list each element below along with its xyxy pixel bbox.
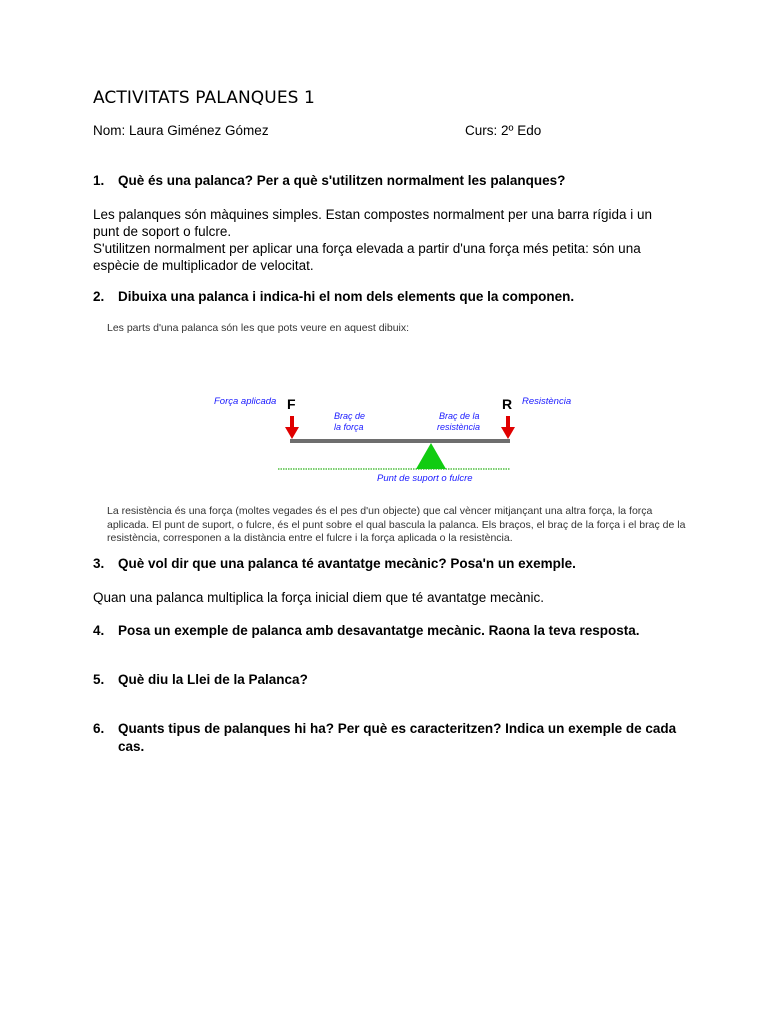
question-2 (93, 288, 683, 306)
question-number: 4. (93, 623, 105, 638)
label-arm-res-line1: Braç de la (439, 411, 480, 421)
label-force-applied: Força aplicada (214, 396, 277, 407)
document-title: ACTIVITATS PALANQUES 1 (93, 88, 315, 108)
lever-bar (290, 439, 510, 443)
question-5 (93, 671, 683, 689)
label-arm-res-line2: resistència (437, 422, 481, 432)
question-number: 3. (93, 556, 105, 571)
answer-paragraph: Quan una palanca multiplica la força inicial diem que té avantatge mecànic. (93, 590, 545, 605)
question-6 (93, 720, 683, 756)
answer-1 (93, 206, 678, 274)
letter-r: R (502, 396, 513, 412)
label-arm-force-line1: Braç de (334, 411, 366, 421)
answer-paragraph: S'utilitzen normalment per aplicar una força elevada a partir d'una força més petita: són una espècie de multiplicador de velocitat. (93, 241, 641, 273)
label-resistance: Resistència (522, 396, 572, 407)
question-text: Què diu la Llei de la Palanca? (118, 672, 308, 687)
label-arm-force-line2: la força (334, 422, 364, 432)
question-text: Què és una palanca? Per a què s'utilitzen normalment les palanques? (118, 173, 566, 188)
question-number: 5. (93, 672, 105, 687)
student-name: Nom: Laura Giménez Gómez (93, 123, 269, 138)
question-text: Quants tipus de palanques hi ha? Per què es caracteritzen? Indica un exemple de cada cas. (118, 721, 677, 754)
question-number: 6. (93, 721, 105, 736)
label-fulcrum: Punt de suport o fulcre (377, 473, 473, 484)
question-number: 2. (93, 289, 105, 304)
force-arrow (285, 416, 299, 439)
resistance-arrow (501, 416, 515, 439)
question-4 (93, 622, 683, 640)
question-3 (93, 555, 683, 573)
answer-paragraph: Les palanques són màquines simples. Estan compostes normalment per una barra rígida i un punt de soport o fulcre. (93, 207, 653, 239)
question-1 (93, 172, 683, 190)
question-text: Què vol dir que una palanca té avantatge mecànic? Posa'n un exemple. (118, 556, 576, 571)
letter-f: F (287, 396, 296, 412)
figure-description: La resistència és una força (moltes vegades és el pes d'un objecte) que cal vèncer mitjançant una altra força, la força aplicada. El punt de suport, o fulcre, és el punt sobre el qual bascula la palanca. Els braços, el braç de la força i el braç de la resistència, corresponen a la distància entre el fulcre i la força aplicada o la resistència. (107, 505, 686, 544)
question-text: Posa un exemple de palanca amb desavantatge mecànic. Raona la teva resposta. (118, 623, 640, 638)
lever-diagram (200, 385, 590, 495)
question-text: Dibuixa una palanca i indica-hi el nom dels elements que la componen. (118, 289, 575, 304)
question-number: 1. (93, 173, 105, 188)
student-course: Curs: 2º Edo (465, 123, 542, 138)
figure-caption: Les parts d'una palanca són les que pots veure en aquest dibuix: (107, 322, 410, 334)
answer-3 (93, 589, 678, 606)
fulcrum-triangle (416, 443, 446, 469)
